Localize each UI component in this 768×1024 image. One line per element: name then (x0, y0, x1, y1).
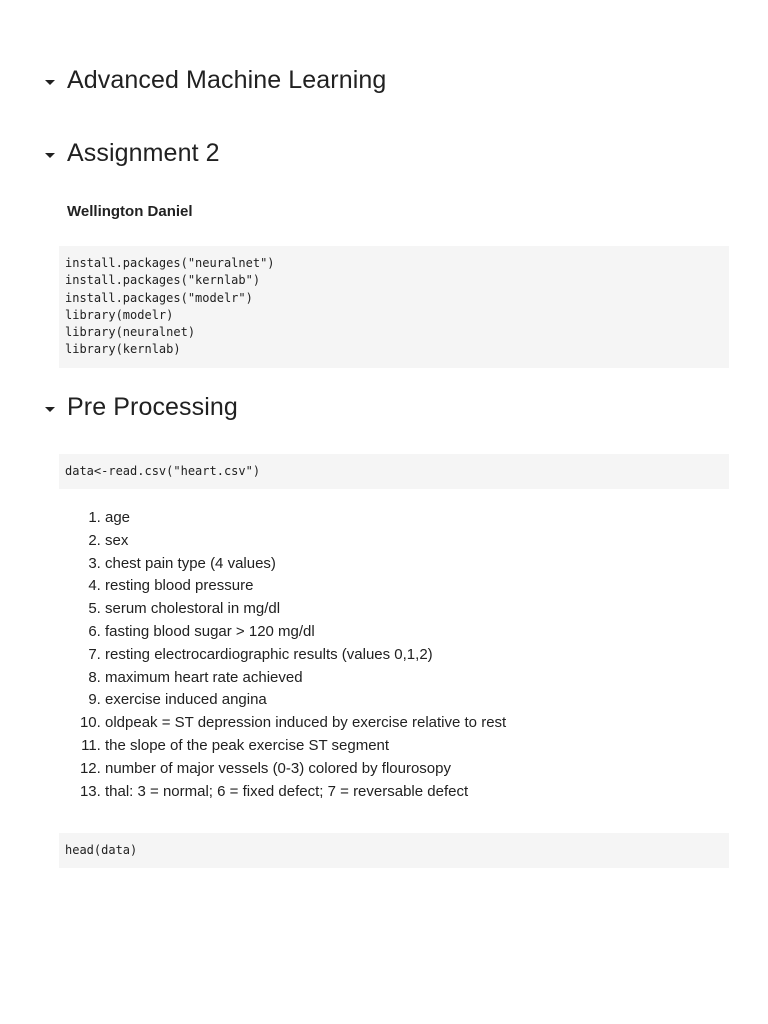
list-item: 12. number of major vessels (0-3) colored by flourosopy (105, 758, 719, 781)
code-block-install (59, 246, 729, 368)
code-line: library(neuralnet) (65, 325, 196, 340)
section-title-assignment: Assignment 2 (67, 139, 220, 167)
caret-down-icon[interactable] (45, 407, 55, 412)
list-item: 8. maximum heart rate achieved (105, 667, 719, 690)
code-line: install.packages("neuralnet") (65, 256, 275, 270)
list-item: 10. oldpeak = ST depression induced by exercise relative to rest (105, 712, 719, 735)
list-item: 4. resting blood pressure (105, 575, 719, 598)
list-item: 6. fasting blood sugar > 120 mg/dl (105, 621, 719, 644)
section-header-course (40, 60, 386, 100)
list-item: 3. chest pain type (4 values) (105, 553, 719, 576)
list-item: 13. thal: 3 = normal; 6 = fixed defect; 7 = reversable defect (105, 781, 719, 804)
section-title-course: Advanced Machine Learning (67, 66, 387, 94)
code-line: install.packages("modelr") (65, 290, 253, 305)
list-item: 7. resting electrocardiographic results (values 0,1,2) (105, 644, 719, 667)
section-title-preprocessing: Pre Processing (67, 393, 238, 421)
list-item: 9. exercise induced angina (105, 689, 719, 712)
code-line: data<-read.csv("heart.csv") (65, 464, 261, 478)
caret-down-icon[interactable] (45, 80, 55, 85)
section-header-preprocessing (40, 387, 238, 427)
list-item: 2. sex (105, 530, 719, 553)
code-block-read-data (59, 454, 729, 489)
code-line: library(modelr) (65, 307, 174, 322)
code-line: head(data) (65, 843, 138, 857)
caret-down-icon[interactable] (45, 153, 55, 158)
feature-list (59, 507, 719, 803)
author-name: Wellington Daniel (67, 203, 193, 220)
list-item: 5. serum cholestoral in mg/dl (105, 598, 719, 621)
code-line: install.packages("kernlab") (65, 273, 261, 288)
section-header-assignment (40, 133, 220, 173)
list-item: 1. age (105, 507, 719, 530)
code-line: library(kernlab) (65, 342, 181, 357)
list-item: 11. the slope of the peak exercise ST segment (105, 735, 719, 758)
code-block-head (59, 833, 729, 868)
